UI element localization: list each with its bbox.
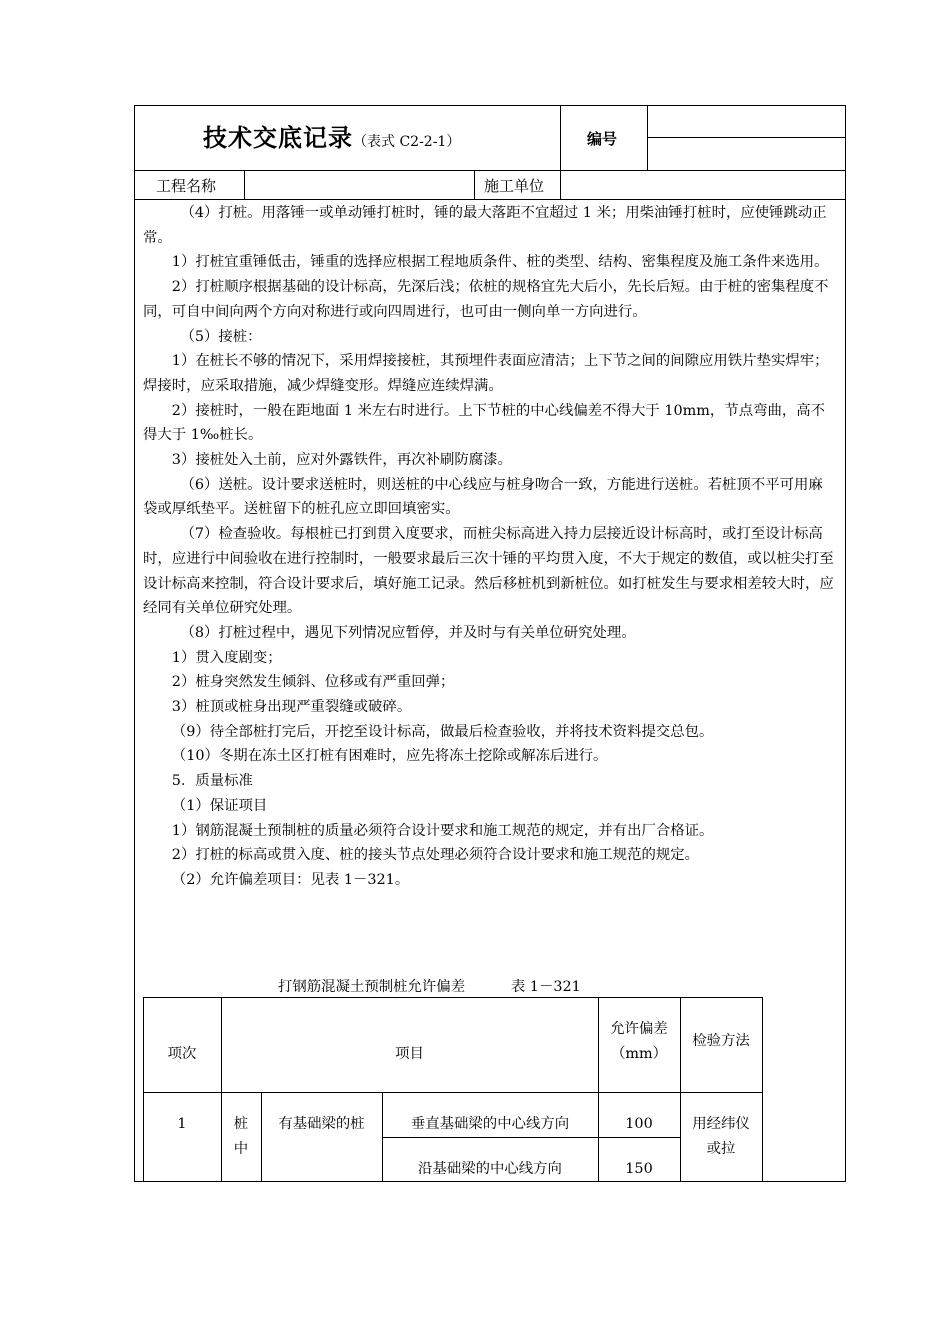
paragraph: 2）打桩的标高或贯入度、桩的接头节点处理必须符合设计要求和施工规范的规定。 [171,847,700,864]
table-group-rule [261,1092,262,1182]
paragraph: 1）钢筋混凝土预制桩的质量必须符合设计要求和施工规范的规定，并有出厂合格证。 [171,822,714,839]
contractor-label-left-rule [474,170,475,199]
project-name-rule [244,170,245,199]
number-label-left-rule [560,105,561,170]
table-row-tolerance: 100 [625,1116,653,1132]
contractor-value[interactable] [566,175,840,195]
paragraph: （5）接桩： [180,328,262,345]
number-value-divider [647,137,846,138]
table-top-rule [143,997,763,998]
table-header-rule [143,1092,763,1093]
header-divider [134,170,846,171]
contractor-label-right-rule [560,170,561,199]
number-value-bottom[interactable] [650,140,840,166]
table-row-item: 沿基础梁的中心线方向 [418,1161,562,1177]
table-index-rule [221,997,222,1182]
paragraph: （1）保证项目 [171,797,268,814]
form-code: （表式 C2-2-1） [353,134,461,150]
paragraph: 3）接桩处入土前，应对外露铁件，再次补刷防腐漆。 [171,452,512,469]
paragraph: （4）打桩。用落锤一或单动锤打桩时，锤的最大落距不宜超过 1 米；用柴油锤打桩时，应使锤跳动正常。 [143,205,827,246]
table-caption: 打钢筋混凝土预制桩允许偏差 表 1－321 [278,979,581,995]
paragraph: （6）送桩。设计要求送桩时，则送桩的中心线应与桩身吻合一致，方能进行送桩。若桩顶不平可用麻袋或厚纸垫平。送桩留下的桩孔应立即回填密实。 [143,476,823,518]
paragraph: 2）桩身突然发生倾斜、位移或有严重回弹； [171,674,455,691]
paragraph: 1）贯入度剧变； [171,649,282,666]
paragraph: 1）在桩长不够的情况下，采用焊接接桩，其预埋件表面应清洁；上下节之间的间隙应用铁片垫实焊牢；焊接时，应采取措施，减少焊缝变形。焊缝应连续焊满。 [143,353,829,394]
contractor-label: 施工单位 [484,177,545,195]
paragraph: 1）打桩宜重锤低击，锤重的选择应根据工程地质条件、桩的类型、结构、密集程度及施工条件来选用。 [171,254,829,271]
table-header-tolerance: 允许偏差（mm） [610,1021,668,1062]
table-header-index: 项次 [167,1046,197,1062]
table-header-method: 检验方法 [692,1033,750,1049]
document-title: 技术交底记录（表式 C2-2-1） [203,124,461,152]
table-row-group: 桩中 [233,1116,249,1157]
disclosure-content [143,201,837,893]
table-tolerance-rule [680,997,681,1182]
table-row-subgroup: 有基础梁的桩 [278,1116,365,1132]
paragraph: （9）待全部桩打完后，开挖至设计标高，做最后检查验收，并将技术资料提交总包。 [171,723,714,740]
table-left-rule [143,997,144,1182]
project-name-value[interactable] [250,175,468,195]
paragraph: 3）桩顶或桩身出现严重裂缝或破碎。 [171,699,412,716]
table-header-item: 项目 [395,1046,424,1062]
paragraph: 2）接桩时，一般在距地面 1 米左右时进行。上下节桩的中心线偏差不得大于 10mm，节点弯曲，高不得大于 1‰桩长。 [143,402,826,444]
table-item-rule [598,997,599,1182]
number-value-top[interactable] [650,108,840,134]
paragraph: （8）打桩过程中，遇见下列情况应暂停，并及时与有关单位研究处理。 [180,624,636,641]
table-subrow-rule [382,1137,680,1138]
project-name-label: 工程名称 [156,177,217,195]
table-right-rule [762,997,763,1182]
paragraph: 2）打桩顺序根据基础的设计标高，先深后浅；依桩的规格宜先大后小，先长后短。由于桩的密集程度不同，可自中间向两个方向对称进行或向四周进行，也可由一侧向单一方向进行。 [143,279,829,320]
table-row-tolerance: 150 [625,1161,653,1177]
table-row-method: 用经纬仪或拉 [692,1116,750,1157]
paragraph: （10）冬期在冻土区打桩有困难时，应先将冻土挖除或解冻后进行。 [171,748,608,765]
paragraph: （7）检查验收。每根桩已打到贯入度要求，而桩尖标高进入持力层接近设计标高时，或打至设计标高时，应进行中间验收在进行控制时，一般要求最后三次十锤的平均贯入度，不大于规定的数值，或以桩尖打至设计标高来控制，符合设计要求后，填好施工记录。然后移桩机到新桩位。如打桩发生与要求相差较大时，应经同有关单位研究处理。 [143,526,834,617]
number-label: 编号 [587,130,618,148]
table-row-index: 1 [177,1116,187,1132]
paragraph: 5．质量标准 [171,773,253,790]
info-divider [134,199,846,200]
table-row-item: 垂直基础梁的中心线方向 [410,1116,570,1132]
paragraph: （2）允许偏差项目：见表 1－321。 [171,871,410,888]
